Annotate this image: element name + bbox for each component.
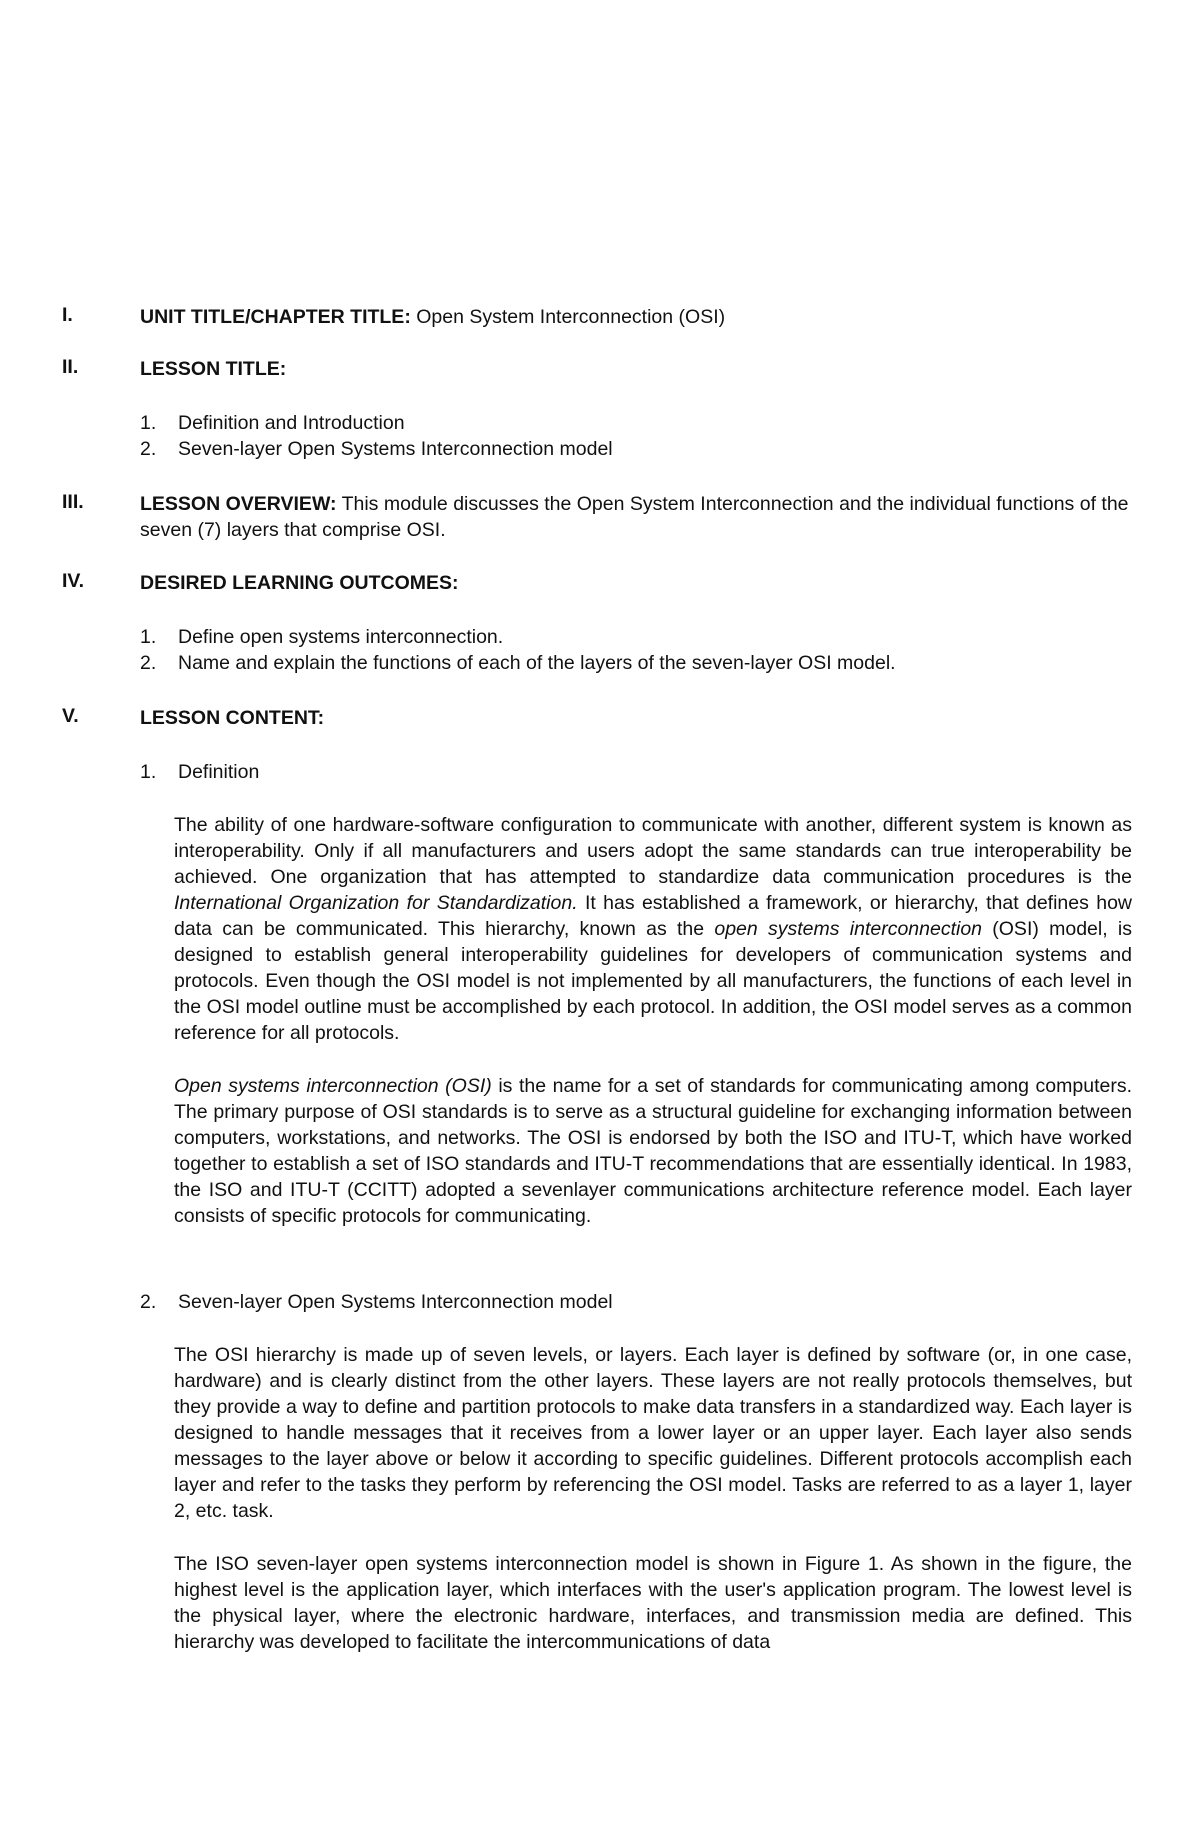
section-heading [140,356,1130,382]
paragraph-text: The ability of one hardware-software configuration to communicate with another, different system is known as interoperability. Only if all manufacturers and users adopt the same standards can true interoperability be achieved. One organization that has attempted to standardize data communication procedures is the [174,814,1132,888]
list-item-text: Name and explain the functions of each of the layers of the seven-layer OSI model. [178,652,896,674]
list-item-text: Definition and Introduction [178,412,405,434]
subsection-title: Definition [178,761,260,783]
section-heading [140,304,1130,330]
section-heading [140,570,1130,596]
list-item [140,436,1130,462]
subsection-number: 1. [140,761,157,783]
section-heading [140,705,1130,731]
paragraph [174,1342,1132,1524]
list-item-number: 2. [140,652,157,674]
paragraph [174,1073,1132,1229]
unit-title-value: Open System Interconnection (OSI) [410,306,726,328]
emphasis-text: Open systems interconnection (OSI) [174,1075,492,1097]
paragraph-text: It has established a framework, or hierarchy, that defines how data can be communicated. This hierarchy, known as the [174,892,1132,940]
section-number: II. [62,356,79,378]
list-item-text: Define open systems interconnection. [178,626,504,648]
list-item [140,650,1130,676]
section-number: III. [62,491,84,513]
paragraph-text: (OSI) model, is designed to establish general interoperability guidelines for developers of communication systems and protocols. Even though the OSI model is not implemented by all manufacturers, the functions of each level in the OSI model outline must be accomplished by each protocol. In addition, the OSI model serves as a common reference for all protocols. [174,918,1132,1044]
section-label: DESIRED LEARNING OUTCOMES: [140,572,459,594]
section-label: LESSON CONTENT: [140,707,325,729]
list-item [140,624,1130,650]
emphasis-text: open systems interconnection [714,918,983,940]
section-label: LESSON OVERVIEW: [140,493,337,515]
list-item-number: 1. [140,412,157,434]
section-number: V. [62,705,79,727]
subsection-heading [140,1289,1130,1315]
section-label: LESSON TITLE: [140,358,287,380]
section-number: I. [62,304,73,326]
list-item [140,410,1130,436]
list-item-text: Seven-layer Open Systems Interconnection model [178,438,613,460]
paragraph [174,812,1132,1046]
emphasis-text: International Organization for Standardization. [174,892,578,914]
list-item-number: 1. [140,626,157,648]
paragraph [174,1551,1132,1655]
paragraph-text: The OSI hierarchy is made up of seven levels, or layers. Each layer is defined by software (or, in one case, hardware) and is clearly distinct from the other layers. These layers are not really protocols themselves, but they provide a way to define and partition protocols to make data transfers in a standardized way. Each layer is designed to handle messages that it receives from a lower layer or an upper layer. Each layer also sends messages to the layer above or below it according to specific guidelines. Different protocols accomplish each layer and refer to the tasks they perform by referencing the OSI model. Tasks are referred to as a layer 1, layer 2, etc. task. [174,1344,1132,1522]
list-item-number: 2. [140,438,157,460]
paragraph-text: The ISO seven-layer open systems interconnection model is shown in Figure 1. As shown in the figure, the highest level is the application layer, which interfaces with the user's application program. The lowest level is the physical layer, where the electronic hardware, interfaces, and transmission media are defined. This hierarchy was developed to facilitate the intercommunications of data [174,1553,1132,1653]
section-label: UNIT TITLE/CHAPTER TITLE: [140,306,411,328]
overview-text: This module discusses the Open System Interconnection and the individual functions of the seven (7) layers that comprise OSI. [140,493,1129,541]
paragraph-text: is the name for a set of standards for communicating among computers. The primary purpose of OSI standards is to serve as a structural guideline for exchanging information between computers, workstations, and networks. The OSI is endorsed by both the ISO and ITU-T, which have worked together to establish a set of ISO standards and ITU-T recommendations that are essentially identical. In 1983, the ISO and ITU-T (CCITT) adopted a sevenlayer communications architecture reference model. Each layer consists of specific protocols for communicating. [174,1075,1133,1227]
subsection-title: Seven-layer Open Systems Interconnection model [178,1291,613,1313]
section-heading [140,491,1130,543]
subsection-heading [140,759,1130,785]
section-number: IV. [62,570,85,592]
subsection-number: 2. [140,1291,157,1313]
